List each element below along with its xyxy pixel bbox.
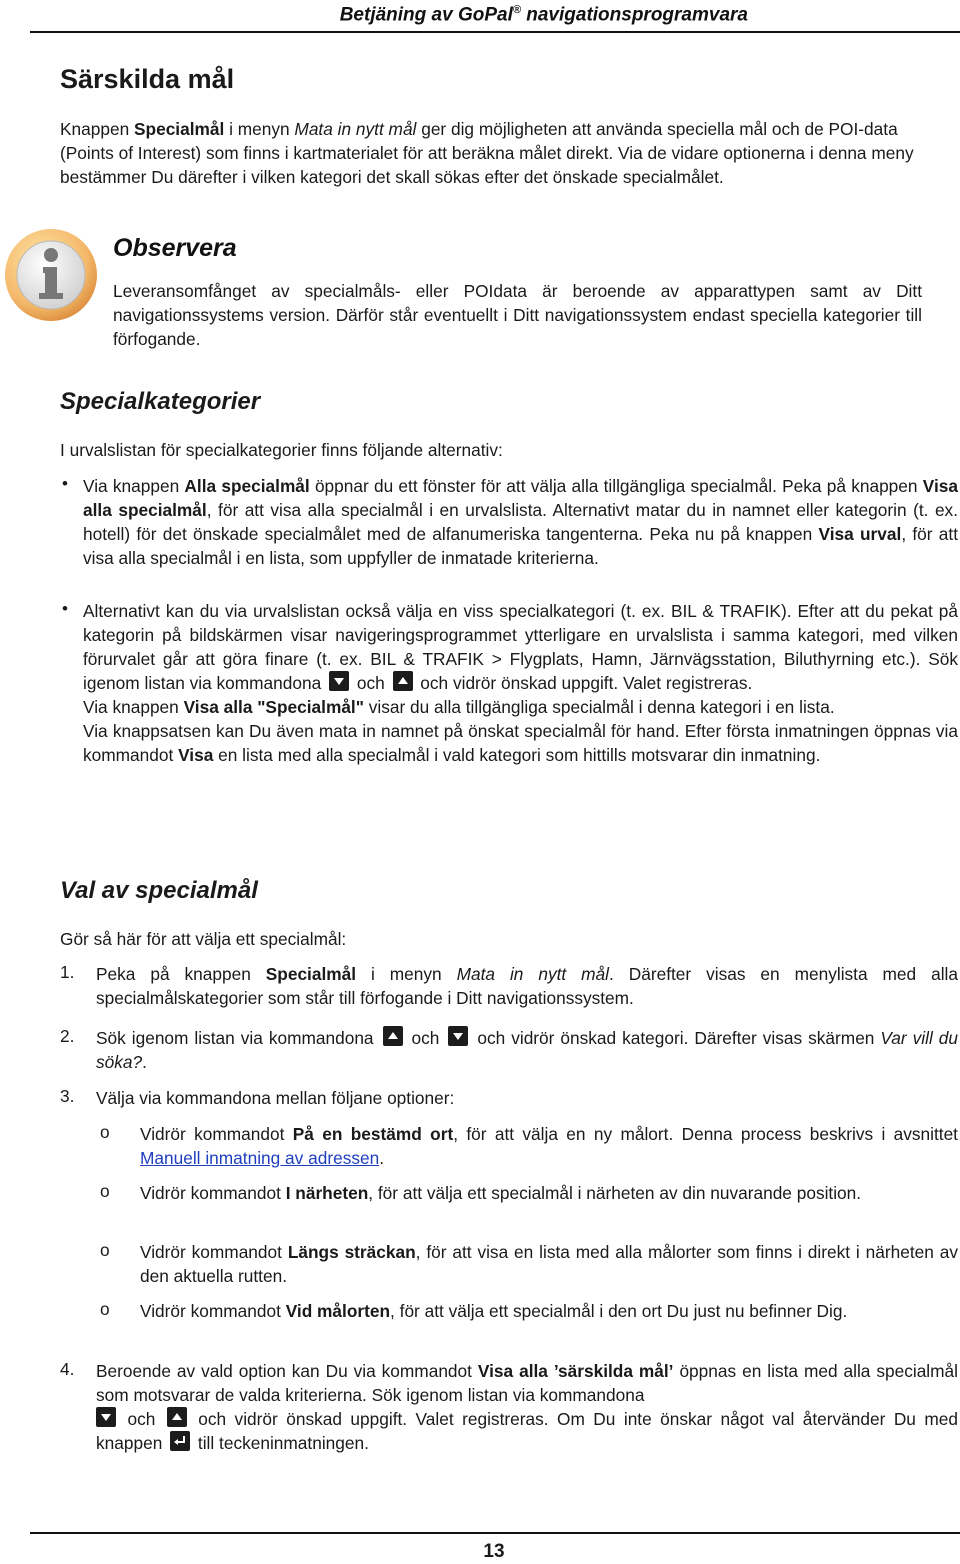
option-i-narheten: Vidrör kommandot I närheten, för att välja ett specialmål i närheten av din nuvarande position. [140, 1183, 862, 1203]
page-number: 13 [483, 1541, 505, 1562]
arrow-down-key-icon [96, 1407, 116, 1427]
paragraph-specialkategorier-intro: I urvalslistan för specialkategorier finns följande alternativ: [60, 440, 503, 460]
sub-bullet: o [100, 1122, 110, 1142]
link-manuell-inmatning[interactable]: Manuell inmatning av adressen [140, 1148, 380, 1168]
sub-bullet: o [100, 1181, 110, 1201]
back-key-icon [170, 1431, 190, 1451]
arrow-up-key-icon [167, 1407, 187, 1427]
info-icon [3, 227, 99, 323]
step-1-text: Peka på knappen Specialmål i menyn Mata in nytt mål. Därefter visas en menylista med alla specialmålskategorier som står till förfogande i Ditt navigationssystem. [96, 964, 958, 1008]
paragraph-val-intro: Gör så här för att välja ett specialmål: [60, 929, 347, 949]
bullet-alla-specialmal: Via knappen Alla specialmål öppnar du ett fönster för att välja alla tillgängliga specialmål. Peka på knappen Visa alla specialmål, för att visa alla specialmål i en urvalslista. Alternativt matar du in namnet eller kategorin (t. ex. hotell) för det önskade specialmålet med de alfanumeriska tangenterna. Peka nu på knappen Visa urval, för att visa alla specialmål i en lista, som uppfyller de inmatade kriterierna. [83, 476, 958, 568]
footer-rule [30, 1532, 960, 1534]
step-number: 4. [60, 1359, 75, 1379]
heading-val-av-specialmal: Val av specialmål [60, 877, 258, 904]
step-3-text: Välja via kommandona mellan följane optioner: [96, 1088, 455, 1108]
bullet-marker: • [62, 599, 68, 618]
arrow-down-key-icon [329, 671, 349, 691]
step-number: 3. [60, 1086, 75, 1106]
arrow-down-key-icon [448, 1026, 468, 1046]
heading-specialkategorier: Specialkategorier [60, 388, 261, 415]
option-vid-malorten: Vidrör kommandot Vid målorten, för att välja ett specialmål i den ort Du just nu befinner Dig. [140, 1301, 848, 1321]
option-pa-en-bestamd-ort: Vidrör kommandot På en bestämd ort, för att välja en ny målort. Denna process beskrivs i avsnittet Manuell inmatning av adressen. [140, 1124, 958, 1168]
heading-sarskilda-mal: Särskilda mål [60, 64, 235, 94]
header-title: Betjäning av GoPal® navigationsprogramvara [339, 4, 748, 26]
page-header [30, 0, 960, 33]
arrow-up-key-icon [393, 671, 413, 691]
step-4-text: Beroende av vald option kan Du via kommandot Visa alla ’särskilda mål’ öppnas en lista med alla specialmål som motsvarar de valda kriterierna. Sök igenom listan via kommandona och och vidrör önskad uppgift. Valet registreras. Om Du inte önskar något val återvänder Du med knappen till teckeninmatningen. [96, 1361, 958, 1453]
note-text: Leveransomfånget av specialmåls- eller POIdata är beroende av apparattypen samt av Ditt navigationssystems version. Därför står eventuellt i Ditt navigationssystem endast speciella kategorier till förfogande. [113, 281, 922, 349]
paragraph-intro: Knappen Specialmål i menyn Mata in nytt mål ger dig möjligheten att använda speciella mål och de POI-data (Points of Interest) som finns i kartmaterialet för att beräkna målet direkt. Via de vidare optionerna i denna meny bestämmer Du därefter i vilken kategori det skall sökas efter det önskade specialmålet. [60, 119, 914, 187]
sub-bullet: o [100, 1299, 110, 1319]
arrow-up-key-icon [383, 1026, 403, 1046]
step-number: 1. [60, 962, 75, 982]
note-title: Observera [113, 234, 237, 262]
bullet-specialkategori: Alternativt kan du via urvalslistan också välja en viss specialkategori (t. ex. BIL & TRAFIK). Efter att du pekat på kategorin på bildskärmen visar navigeringsprogrammet ytterligare en urvalslista i samma kategori, med vilken förurvalet går att göra finare (t. ex. BIL & TRAFIK > Flygplats, Hamn, Järnvägsstation, Biluthyrning etc.). Sök igenom listan via kommandona och och vidrör önskad uppgift. Valet registreras. Via knappen Visa alla "Specialmål" visar du alla tillgängliga specialmål i denna kategori i en lista. Via knappsatsen kan Du även mata in namnet på önskat specialmål för hand. Efter första inmatningen öppnas via kommandot Visa en lista med alla specialmål i vald kategori som hittills motsvarar din inmatning. [83, 601, 958, 765]
step-number: 2. [60, 1026, 75, 1046]
bullet-marker: • [62, 474, 68, 493]
sub-bullet: o [100, 1240, 110, 1260]
option-langs-strackan: Vidrör kommandot Längs sträckan, för att visa en lista med alla målorter som finns i direkt i närheten av den aktuella rutten. [140, 1242, 958, 1286]
step-2-text: Sök igenom listan via kommandona och och vidrör önskad kategori. Därefter visas skärmen Var vill du söka?. [96, 1028, 959, 1072]
